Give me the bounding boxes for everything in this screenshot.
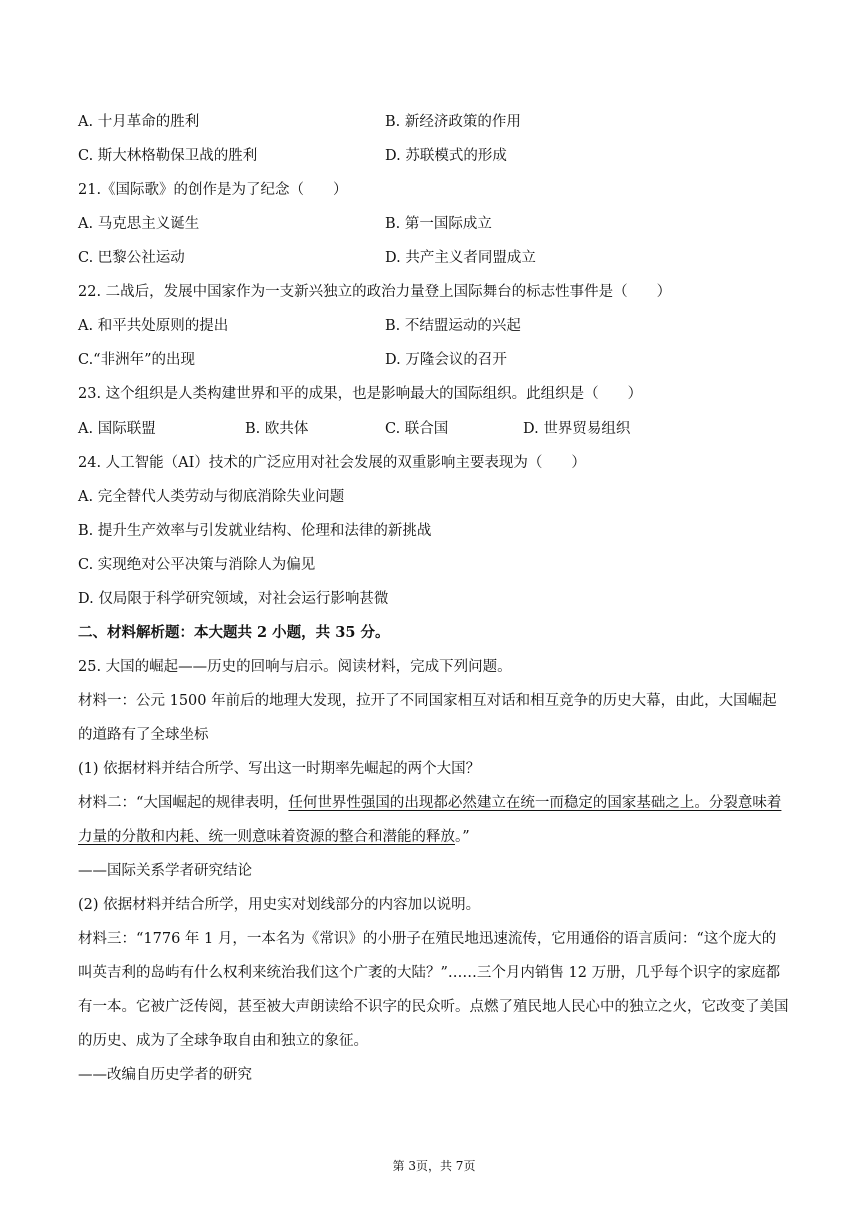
q21-options-row-2: [78, 247, 790, 269]
q23-option-d: D. 世界贸易组织: [523, 421, 631, 437]
q25-subquestion-2: (2) 依据材料并结合所学，用史实对划线部分的内容加以说明。: [78, 897, 481, 913]
q24-option-a: A. 完全替代人类劳动与彻底消除失业问题: [78, 489, 345, 505]
q25-material-2-prefix: 材料二：“大国崛起的规律表明，: [78, 795, 289, 811]
q24-option-b: B. 提升生产效率与引发就业结构、伦理和法律的新挑战: [78, 523, 432, 539]
q24-option-d: D. 仅局限于科学研究领域，对社会运行影响甚微: [78, 591, 389, 607]
q22-option-d: D. 万隆会议的召开: [385, 352, 507, 368]
q21-option-b: B. 第一国际成立: [385, 216, 492, 232]
q22-option-b: B. 不结盟运动的兴起: [385, 318, 521, 334]
q25-material-3: 材料三：“1776 年 1 月，一本名为《常识》的小册子在殖民地迅速流传，它用通俗的语言质问：“这个庞大的叫英吉利的岛屿有什么权利来统治我们这个广袤的大陆？”……三个月内销售 12 万册，几乎每个识字的家庭都有一本。它被广泛传阅，甚至被大声朗读给不识字的民众听。点燃了殖民地人民心中的独立之火，它改变了美国的历史、成为了全球争取自由和独立的象征。: [78, 931, 789, 1049]
q25-material-2-underlined: 任何世界性强国的出现都必然建立在统一而稳定的国家基础之上。分裂意味着力量的分散和内耗、统一则意味着资源的整合和潜能的释放: [78, 795, 782, 845]
q21-option-c: C. 巴黎公社运动: [78, 250, 185, 266]
q24-option-c: C. 实现绝对公平决策与消除人为偏见: [78, 557, 316, 573]
q23-option-a: A. 国际联盟: [78, 421, 156, 437]
q21-options-row-1: [78, 213, 790, 235]
q22-options-row-1: [78, 315, 790, 337]
q21-stem: 21.《国际歌》的创作是为了纪念（ ）: [78, 182, 348, 198]
q20-option-b: B. 新经济政策的作用: [385, 114, 521, 130]
q24-stem: 24. 人工智能（AI）技术的广泛应用对社会发展的双重影响主要表现为（ ）: [78, 455, 586, 471]
q21-option-a: A. 马克思主义诞生: [78, 216, 200, 232]
q25-material-1: 材料一：公元 1500 年前后的地理大发现，拉开了不同国家相互对话和相互竞争的历史大幕，由此，大国崛起的道路有了全球坐标: [78, 693, 777, 743]
q23-stem: 23. 这个组织是人类构建世界和平的成果，也是影响最大的国际组织。此组织是（ ）: [78, 386, 643, 402]
q25-subquestion-1: (1) 依据材料并结合所学、写出这一时期率先崛起的两个大国？: [78, 761, 481, 777]
q23-options-row: [78, 418, 790, 440]
q22-stem: 22. 二战后，发展中国家作为一支新兴独立的政治力量登上国际舞台的标志性事件是（ ）: [78, 284, 672, 300]
q20-option-a: A. 十月革命的胜利: [78, 114, 200, 130]
q25-material-2-suffix: 。”: [455, 829, 470, 845]
q25-material-3-source: ——改编自历史学者的研究: [78, 1067, 252, 1083]
q22-option-c: C.“非洲年”的出现: [78, 352, 196, 368]
q20-options-row-2: [78, 145, 790, 167]
page-number: 第 3页，共 7页: [392, 1159, 476, 1173]
q20-option-d: D. 苏联模式的形成: [385, 148, 507, 164]
section-2-heading: 二、材料解析题：本大题共 2 小题，共 35 分。: [78, 624, 390, 641]
q21-option-d: D. 共产主义者同盟成立: [385, 250, 536, 266]
q20-options-row-1: [78, 111, 790, 133]
q22-option-a: A. 和平共处原则的提出: [78, 318, 229, 334]
q23-option-b: B. 欧共体: [245, 421, 309, 437]
q23-option-c: C. 联合国: [385, 421, 449, 437]
q25-stem: 25. 大国的崛起——历史的回响与启示。阅读材料，完成下列问题。: [78, 659, 512, 675]
q25-material-2-source: ——国际关系学者研究结论: [78, 863, 252, 879]
q20-option-c: C. 斯大林格勒保卫战的胜利: [78, 148, 258, 164]
q25-material-2: [78, 786, 790, 854]
q22-options-row-2: [78, 349, 790, 371]
